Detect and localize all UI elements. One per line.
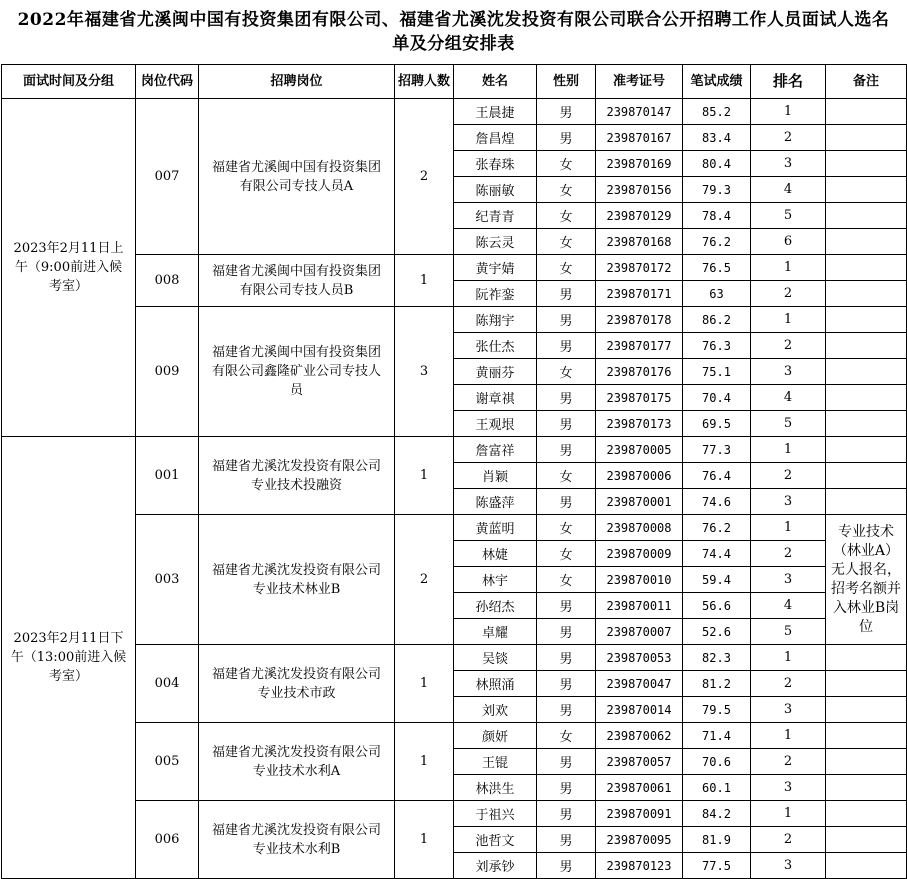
- candidate-id-cell: 239870173: [596, 411, 683, 437]
- candidate-score-cell: 84.2: [683, 801, 751, 827]
- table-row: [2, 437, 907, 463]
- candidate-id-cell: 239870167: [596, 125, 683, 151]
- position-code-cell: 007: [136, 99, 199, 255]
- note-cell: [826, 99, 907, 125]
- candidate-score-cell: 56.6: [683, 593, 751, 619]
- note-cell: [826, 697, 907, 723]
- candidate-name-cell: 谢章祺: [454, 385, 537, 411]
- candidate-id-cell: 239870047: [596, 671, 683, 697]
- note-cell: [826, 203, 907, 229]
- session-time-cell: 2023年2月11日下午（13:00前进入候考室）: [2, 437, 136, 879]
- candidate-rank-cell: 5: [751, 619, 826, 645]
- candidate-gender-cell: 女: [537, 229, 596, 255]
- position-count-cell: 1: [395, 723, 454, 801]
- candidate-name-cell: 于祖兴: [454, 801, 537, 827]
- candidate-id-cell: 239870178: [596, 307, 683, 333]
- position-count-cell: 1: [395, 437, 454, 515]
- candidate-name-cell: 吴锬: [454, 645, 537, 671]
- header-session: 面试时间及分组: [2, 65, 136, 99]
- candidate-name-cell: 詹昌煌: [454, 125, 537, 151]
- header-note: 备注: [826, 65, 907, 99]
- note-cell: [826, 125, 907, 151]
- candidate-name-cell: 陈丽敏: [454, 177, 537, 203]
- candidate-name-cell: 王锟: [454, 749, 537, 775]
- note-cell: [826, 359, 907, 385]
- position-name-cell: 福建省尤溪沈发投资有限公司专业技术投融资: [199, 437, 395, 515]
- candidate-gender-cell: 男: [537, 333, 596, 359]
- candidate-id-cell: 239870057: [596, 749, 683, 775]
- candidate-gender-cell: 男: [537, 307, 596, 333]
- candidate-score-cell: 76.3: [683, 333, 751, 359]
- header-gender: 性别: [537, 65, 596, 99]
- note-cell: [826, 229, 907, 255]
- candidate-name-cell: 陈盛萍: [454, 489, 537, 515]
- candidate-score-cell: 70.6: [683, 749, 751, 775]
- position-code-cell: 004: [136, 645, 199, 723]
- candidate-name-cell: 陈云灵: [454, 229, 537, 255]
- header-rank: 排名: [751, 65, 826, 99]
- position-code-cell: 008: [136, 255, 199, 307]
- position-count-cell: 2: [395, 99, 454, 255]
- candidate-gender-cell: 男: [537, 671, 596, 697]
- candidate-id-cell: 239870176: [596, 359, 683, 385]
- note-cell: [826, 151, 907, 177]
- candidate-name-cell: 颜妍: [454, 723, 537, 749]
- candidate-rank-cell: 3: [751, 853, 826, 879]
- candidate-rank-cell: 3: [751, 151, 826, 177]
- candidate-gender-cell: 男: [537, 775, 596, 801]
- candidate-rank-cell: 1: [751, 645, 826, 671]
- candidate-gender-cell: 男: [537, 593, 596, 619]
- candidate-score-cell: 86.2: [683, 307, 751, 333]
- candidate-name-cell: 林婕: [454, 541, 537, 567]
- candidate-gender-cell: 男: [537, 99, 596, 125]
- candidate-id-cell: 239870171: [596, 281, 683, 307]
- candidate-rank-cell: 3: [751, 359, 826, 385]
- position-name-cell: 福建省尤溪沈发投资有限公司专业技术林业B: [199, 515, 395, 645]
- candidate-rank-cell: 2: [751, 541, 826, 567]
- interview-table: [1, 64, 907, 879]
- candidate-name-cell: 陈翔宇: [454, 307, 537, 333]
- candidate-id-cell: 239870014: [596, 697, 683, 723]
- candidate-rank-cell: 1: [751, 723, 826, 749]
- candidate-id-cell: 239870123: [596, 853, 683, 879]
- note-cell: [826, 255, 907, 281]
- candidate-score-cell: 77.3: [683, 437, 751, 463]
- candidate-gender-cell: 女: [537, 151, 596, 177]
- table-row: [2, 307, 907, 333]
- candidate-id-cell: 239870007: [596, 619, 683, 645]
- candidate-score-cell: 78.4: [683, 203, 751, 229]
- note-cell: [826, 775, 907, 801]
- position-code-cell: 001: [136, 437, 199, 515]
- candidate-rank-cell: 3: [751, 567, 826, 593]
- candidate-id-cell: 239870009: [596, 541, 683, 567]
- candidate-rank-cell: 6: [751, 229, 826, 255]
- candidate-id-cell: 239870169: [596, 151, 683, 177]
- candidate-rank-cell: 4: [751, 385, 826, 411]
- position-count-cell: 1: [395, 801, 454, 879]
- table-body: [2, 99, 907, 879]
- note-cell: [826, 801, 907, 827]
- candidate-id-cell: 239870005: [596, 437, 683, 463]
- header-row: [2, 65, 907, 99]
- candidate-name-cell: 张春珠: [454, 151, 537, 177]
- position-code-cell: 003: [136, 515, 199, 645]
- note-cell: [826, 749, 907, 775]
- candidate-score-cell: 52.6: [683, 619, 751, 645]
- position-name-cell: 福建省尤溪沈发投资有限公司专业技术水利B: [199, 801, 395, 879]
- header-name: 姓名: [454, 65, 537, 99]
- position-name-cell: 福建省尤溪沈发投资有限公司专业技术市政: [199, 645, 395, 723]
- position-count-cell: 3: [395, 307, 454, 437]
- candidate-id-cell: 239870001: [596, 489, 683, 515]
- candidate-gender-cell: 男: [537, 125, 596, 151]
- candidate-id-cell: 239870129: [596, 203, 683, 229]
- session-time-cell: 2023年2月11日上午（9:00前进入候考室）: [2, 99, 136, 437]
- candidate-name-cell: 卓耀: [454, 619, 537, 645]
- candidate-id-cell: 239870168: [596, 229, 683, 255]
- candidate-gender-cell: 女: [537, 359, 596, 385]
- candidate-score-cell: 82.3: [683, 645, 751, 671]
- note-cell: [826, 177, 907, 203]
- candidate-name-cell: 王晨捷: [454, 99, 537, 125]
- position-code-cell: 005: [136, 723, 199, 801]
- candidate-rank-cell: 2: [751, 827, 826, 853]
- candidate-score-cell: 74.6: [683, 489, 751, 515]
- candidate-score-cell: 69.5: [683, 411, 751, 437]
- position-name-cell: 福建省尤溪沈发投资有限公司专业技术水利A: [199, 723, 395, 801]
- candidate-gender-cell: 女: [537, 255, 596, 281]
- candidate-score-cell: 70.4: [683, 385, 751, 411]
- candidate-rank-cell: 3: [751, 489, 826, 515]
- candidate-name-cell: 林宇: [454, 567, 537, 593]
- candidate-score-cell: 80.4: [683, 151, 751, 177]
- candidate-id-cell: 239870011: [596, 593, 683, 619]
- candidate-score-cell: 77.5: [683, 853, 751, 879]
- position-name-cell: 福建省尤溪闽中国有投资集团有限公司专技人员B: [199, 255, 395, 307]
- candidate-gender-cell: 女: [537, 541, 596, 567]
- candidate-rank-cell: 3: [751, 697, 826, 723]
- note-cell: [826, 281, 907, 307]
- note-cell: 专业技术（林业A）无人报名，招考名额并入林业B岗位: [826, 515, 907, 645]
- candidate-name-cell: 黄宇婧: [454, 255, 537, 281]
- note-cell: [826, 827, 907, 853]
- position-count-cell: 1: [395, 645, 454, 723]
- candidate-gender-cell: 男: [537, 437, 596, 463]
- candidate-rank-cell: 1: [751, 99, 826, 125]
- table-row: [2, 801, 907, 827]
- candidate-name-cell: 林照涌: [454, 671, 537, 697]
- candidate-gender-cell: 女: [537, 463, 596, 489]
- header-code: 岗位代码: [136, 65, 199, 99]
- candidate-score-cell: 83.4: [683, 125, 751, 151]
- candidate-name-cell: 刘欢: [454, 697, 537, 723]
- candidate-gender-cell: 女: [537, 203, 596, 229]
- candidate-gender-cell: 女: [537, 567, 596, 593]
- candidate-name-cell: 张仕杰: [454, 333, 537, 359]
- candidate-score-cell: 74.4: [683, 541, 751, 567]
- candidate-gender-cell: 男: [537, 645, 596, 671]
- candidate-rank-cell: 1: [751, 801, 826, 827]
- candidate-score-cell: 85.2: [683, 99, 751, 125]
- candidate-score-cell: 76.4: [683, 463, 751, 489]
- position-name-cell: 福建省尤溪闽中国有投资集团有限公司专技人员A: [199, 99, 395, 255]
- candidate-id-cell: 239870006: [596, 463, 683, 489]
- note-cell: [826, 671, 907, 697]
- candidate-id-cell: 239870062: [596, 723, 683, 749]
- candidate-gender-cell: 女: [537, 177, 596, 203]
- candidate-rank-cell: 2: [751, 463, 826, 489]
- note-cell: [826, 463, 907, 489]
- candidate-gender-cell: 男: [537, 749, 596, 775]
- candidate-id-cell: 239870010: [596, 567, 683, 593]
- note-cell: [826, 307, 907, 333]
- note-cell: [826, 489, 907, 515]
- candidate-name-cell: 詹富祥: [454, 437, 537, 463]
- candidate-name-cell: 黄蓝明: [454, 515, 537, 541]
- candidate-id-cell: 239870091: [596, 801, 683, 827]
- candidate-score-cell: 81.9: [683, 827, 751, 853]
- note-cell: [826, 645, 907, 671]
- table-row: [2, 515, 907, 541]
- header-exam-id: 准考证号: [596, 65, 683, 99]
- candidate-name-cell: 刘承钞: [454, 853, 537, 879]
- candidate-rank-cell: 4: [751, 593, 826, 619]
- candidate-rank-cell: 2: [751, 671, 826, 697]
- candidate-score-cell: 81.2: [683, 671, 751, 697]
- candidate-id-cell: 239870156: [596, 177, 683, 203]
- header-score: 笔试成绩: [683, 65, 751, 99]
- candidate-rank-cell: 5: [751, 411, 826, 437]
- position-name-cell: 福建省尤溪闽中国有投资集团有限公司鑫隆矿业公司专技人员: [199, 307, 395, 437]
- candidate-rank-cell: 4: [751, 177, 826, 203]
- note-cell: [826, 723, 907, 749]
- candidate-id-cell: 239870008: [596, 515, 683, 541]
- candidate-gender-cell: 男: [537, 281, 596, 307]
- table-row: [2, 645, 907, 671]
- position-code-cell: 006: [136, 801, 199, 879]
- position-count-cell: 2: [395, 515, 454, 645]
- candidate-score-cell: 79.5: [683, 697, 751, 723]
- candidate-rank-cell: 2: [751, 281, 826, 307]
- candidate-score-cell: 60.1: [683, 775, 751, 801]
- candidate-name-cell: 黄丽芬: [454, 359, 537, 385]
- page-title: 2022年福建省尤溪闽中国有投资集团有限公司、福建省尤溪沈发投资有限公司联合公开招聘工作人员面试人选名单及分组安排表: [17, 10, 890, 54]
- candidate-name-cell: 孙绍杰: [454, 593, 537, 619]
- candidate-score-cell: 76.5: [683, 255, 751, 281]
- candidate-gender-cell: 男: [537, 853, 596, 879]
- candidate-score-cell: 76.2: [683, 229, 751, 255]
- candidate-id-cell: 239870061: [596, 775, 683, 801]
- position-count-cell: 1: [395, 255, 454, 307]
- candidate-name-cell: 肖颖: [454, 463, 537, 489]
- candidate-gender-cell: 女: [537, 515, 596, 541]
- note-cell: [826, 385, 907, 411]
- candidate-score-cell: 71.4: [683, 723, 751, 749]
- position-code-cell: 009: [136, 307, 199, 437]
- candidate-score-cell: 59.4: [683, 567, 751, 593]
- candidate-score-cell: 63: [683, 281, 751, 307]
- note-cell: [826, 853, 907, 879]
- candidate-rank-cell: 2: [751, 125, 826, 151]
- table-row: [2, 99, 907, 125]
- candidate-id-cell: 239870177: [596, 333, 683, 359]
- candidate-rank-cell: 1: [751, 515, 826, 541]
- candidate-id-cell: 239870147: [596, 99, 683, 125]
- candidate-id-cell: 239870053: [596, 645, 683, 671]
- candidate-name-cell: 王观垠: [454, 411, 537, 437]
- candidate-id-cell: 239870172: [596, 255, 683, 281]
- candidate-rank-cell: 2: [751, 333, 826, 359]
- candidate-rank-cell: 2: [751, 749, 826, 775]
- candidate-name-cell: 阮祚銮: [454, 281, 537, 307]
- candidate-gender-cell: 男: [537, 411, 596, 437]
- candidate-name-cell: 纪青青: [454, 203, 537, 229]
- candidate-rank-cell: 1: [751, 255, 826, 281]
- note-cell: [826, 437, 907, 463]
- candidate-id-cell: 239870095: [596, 827, 683, 853]
- table-row: [2, 255, 907, 281]
- candidate-id-cell: 239870175: [596, 385, 683, 411]
- candidate-gender-cell: 男: [537, 801, 596, 827]
- candidate-score-cell: 75.1: [683, 359, 751, 385]
- candidate-rank-cell: 3: [751, 775, 826, 801]
- candidate-score-cell: 79.3: [683, 177, 751, 203]
- header-position: 招聘岗位: [199, 65, 395, 99]
- candidate-rank-cell: 1: [751, 307, 826, 333]
- candidate-gender-cell: 女: [537, 723, 596, 749]
- candidate-gender-cell: 男: [537, 827, 596, 853]
- candidate-score-cell: 76.2: [683, 515, 751, 541]
- candidate-name-cell: 池哲文: [454, 827, 537, 853]
- note-cell: [826, 411, 907, 437]
- candidate-name-cell: 林洪生: [454, 775, 537, 801]
- candidate-gender-cell: 男: [537, 385, 596, 411]
- candidate-gender-cell: 男: [537, 619, 596, 645]
- candidate-gender-cell: 男: [537, 489, 596, 515]
- candidate-gender-cell: 男: [537, 697, 596, 723]
- candidate-rank-cell: 5: [751, 203, 826, 229]
- candidate-rank-cell: 1: [751, 437, 826, 463]
- header-count: 招聘人数: [395, 65, 454, 99]
- note-cell: [826, 333, 907, 359]
- table-row: [2, 723, 907, 749]
